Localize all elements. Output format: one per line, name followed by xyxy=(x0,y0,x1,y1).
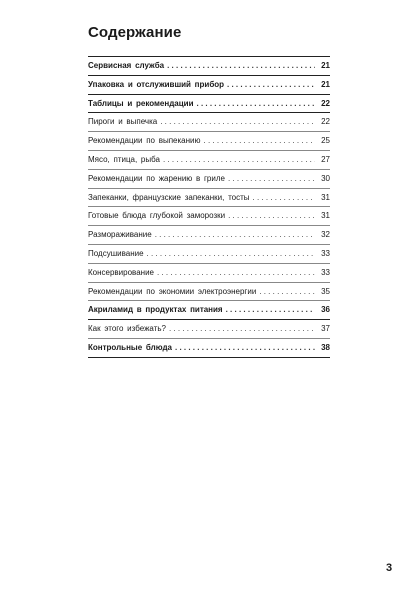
toc-leader-dots xyxy=(204,132,316,150)
toc-entry-page: 35 xyxy=(321,286,330,296)
toc-entry-label: Подсушивание xyxy=(88,248,144,258)
toc-leader-dots xyxy=(228,170,315,188)
toc-entry-test-dishes[interactable] xyxy=(88,339,330,358)
toc-leader-dots xyxy=(227,76,315,94)
toc-entry-page: 27 xyxy=(321,154,330,164)
toc-entry-label: Рекомендации по выпеканию xyxy=(88,136,201,146)
toc-entry-energy-saving[interactable] xyxy=(88,283,330,302)
toc-entry-label: Таблицы и рекомендации xyxy=(88,98,194,108)
toc-entry-label: Упаковка и отслуживший прибор xyxy=(88,79,225,89)
table-of-contents xyxy=(88,56,330,358)
toc-leader-dots xyxy=(175,339,315,357)
page-number: 3 xyxy=(386,562,393,574)
toc-entry-label: Контрольные блюда xyxy=(88,342,173,352)
toc-entry-baking-tips[interactable] xyxy=(88,132,330,151)
toc-leader-dots xyxy=(167,57,315,75)
toc-entry-label: Пироги и выпечка xyxy=(88,117,158,127)
toc-entry-label: Размораживание xyxy=(88,230,152,240)
toc-entry-how-to-avoid[interactable] xyxy=(88,320,330,339)
toc-leader-dots xyxy=(169,320,315,338)
toc-entry-label: Рекомендации по экономии электроэнергии xyxy=(88,286,257,296)
toc-entry-acrylamide[interactable] xyxy=(88,301,330,320)
toc-entry-packaging[interactable] xyxy=(88,76,330,95)
toc-leader-dots xyxy=(259,283,315,301)
toc-entry-label: Запеканки, французские запеканки, тосты xyxy=(88,192,250,202)
toc-entry-page: 31 xyxy=(321,192,330,202)
toc-entry-page: 37 xyxy=(321,324,330,334)
toc-entry-page: 22 xyxy=(321,117,330,127)
toc-leader-dots xyxy=(197,95,316,113)
toc-entry-label: Как этого избежать? xyxy=(88,324,166,334)
toc-entry-label: Мясо, птица, рыба xyxy=(88,154,160,164)
toc-leader-dots xyxy=(226,301,315,319)
toc-entry-grill-tips[interactable] xyxy=(88,170,330,189)
toc-entry-page: 30 xyxy=(321,173,330,183)
toc-entry-page: 38 xyxy=(321,342,330,352)
toc-entry-meat[interactable] xyxy=(88,151,330,170)
toc-leader-dots xyxy=(147,245,315,263)
page-title: Содержание xyxy=(88,24,182,41)
toc-entry-preserving[interactable] xyxy=(88,264,330,283)
toc-leader-dots xyxy=(163,151,315,169)
toc-entry-label: Сервисная служба xyxy=(88,61,165,70)
toc-entry-page: 21 xyxy=(321,61,330,70)
toc-entry-label: Рекомендации по жарению в гриле xyxy=(88,173,225,183)
toc-entry-label: Акриламид в продуктах питания xyxy=(88,305,223,315)
toc-entry-page: 33 xyxy=(321,248,330,258)
toc-entry-page: 36 xyxy=(321,305,330,315)
toc-entry-page: 33 xyxy=(321,267,330,277)
toc-entry-casseroles[interactable] xyxy=(88,189,330,208)
toc-entry-page: 21 xyxy=(321,79,330,89)
toc-entry-tables[interactable] xyxy=(88,95,330,114)
toc-entry-page: 22 xyxy=(321,98,330,108)
toc-leader-dots xyxy=(155,226,315,244)
toc-leader-dots xyxy=(253,189,315,207)
toc-leader-dots xyxy=(160,113,315,131)
toc-entry-service[interactable] xyxy=(88,57,330,76)
toc-entry-label: Консервирование xyxy=(88,267,154,277)
toc-entry-page: 31 xyxy=(321,211,330,221)
toc-entry-defrosting[interactable] xyxy=(88,226,330,245)
toc-entry-page: 25 xyxy=(321,136,330,146)
toc-entry-page: 32 xyxy=(321,230,330,240)
toc-entry-drying[interactable] xyxy=(88,245,330,264)
toc-leader-dots xyxy=(157,264,315,282)
toc-entry-frozen-meals[interactable] xyxy=(88,207,330,226)
toc-entry-label: Готовые блюда глубокой заморозки xyxy=(88,211,226,221)
toc-leader-dots xyxy=(228,207,315,225)
toc-entry-cakes[interactable] xyxy=(88,113,330,132)
